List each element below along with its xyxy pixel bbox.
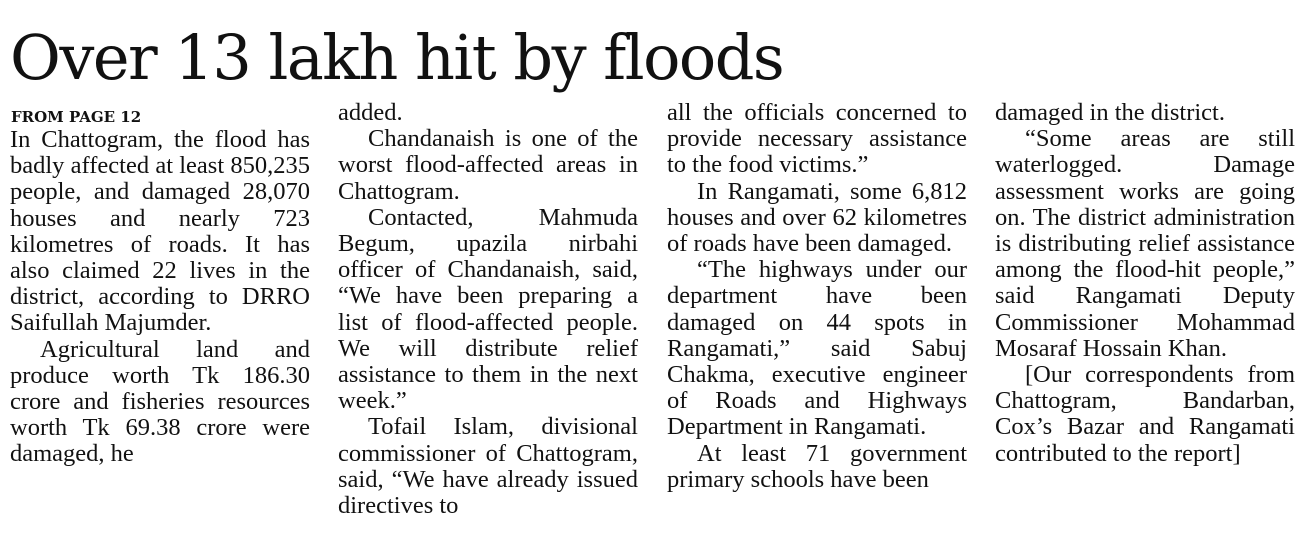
article-column-4 <box>995 100 1295 467</box>
paragraph: Tofail Islam, divisional commissioner of Chattogram, said, “We have already issued directives to <box>338 413 638 520</box>
paragraph: “Some areas are still waterlogged. Damage assessment works are going on. The district administration is distributing relief assistance among the flood-hit people,” said Rangamati Deputy Commissioner Mohammad Mosaraf Hossain Khan. <box>995 125 1295 362</box>
paragraph: In Chattogram, the flood has badly affected at least 850,235 people, and damaged 28,070 houses and nearly 723 kilometres of roads. It has also claimed 22 lives in the district, according to DRRO Saifullah Majumder. <box>10 126 310 337</box>
paragraph: all the officials concerned to provide necessary assistance to the food victims.” <box>667 99 967 179</box>
article-column-2 <box>338 100 638 519</box>
paragraph: “The highways under our department have been damaged on 44 spots in Rangamati,” said Sabuj Chakma, executive engineer of Roads and Highways Department in Rangamati. <box>667 256 967 441</box>
article-column-3 <box>667 100 967 493</box>
paragraph: added. <box>338 99 403 126</box>
paragraph: At least 71 government primary schools have been <box>667 439 967 493</box>
paragraph: Chandanaish is one of the worst flood-affected areas in Chattogram. <box>338 125 638 205</box>
paragraph: In Rangamati, some 6,812 houses and over 62 kilometres of roads have been damaged. <box>667 177 967 258</box>
article-column-1 <box>10 127 310 468</box>
continued-from-kicker: FROM PAGE 12 <box>11 108 142 126</box>
paragraph: Contacted, Mahmuda Begum, upazila nirbahi officer of Chandanaish, said, “We have been preparing a list of flood-affected people. We will distribute relief assistance to them in the next week.” <box>338 203 638 415</box>
paragraph: damaged in the district. <box>995 99 1225 126</box>
paragraph: Agricultural land and produce worth Tk 186.30 crore and fisheries resources worth Tk 69.38 crore were damaged, he <box>10 335 310 468</box>
paragraph: [Our correspondents from Chattogram, Bandarban, Cox’s Bazar and Rangamati contributed to the report] <box>995 361 1295 467</box>
headline: Over 13 lakh hit by floods <box>10 21 784 94</box>
